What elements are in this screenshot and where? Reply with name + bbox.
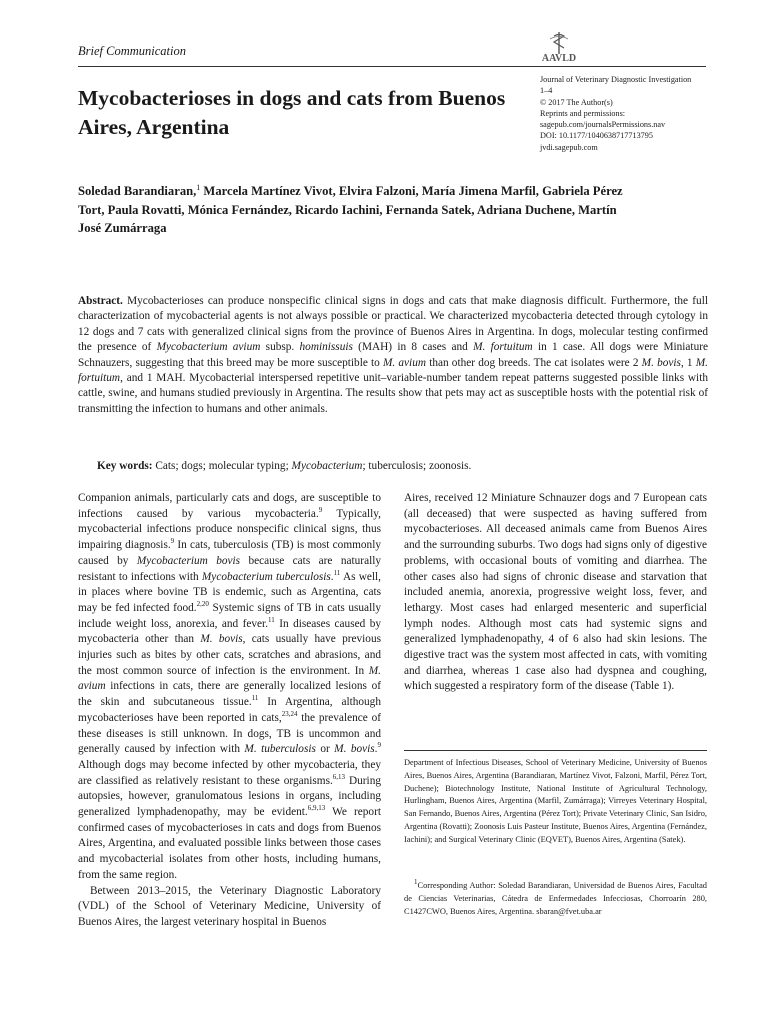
paragraph-intro: Companion animals, particularly cats and dogs, are susceptible to infections caused by various mycobacteria.$^9$ Typically, mycobacterial infections produce nonspecific clinical signs, thus impairing diagnosis.$^9$ In cats, tuberculosis (TB) is most commonly caused by Mycobacterium bovis because cats are naturally resistant to infections with Mycobacterium tuberculosis.$^{11}$ As well, in places where bovine TB is endemic, such as Argentina, cats may be fed infected food.$^{2,20}$ Systemic signs of TB in cats usually include weight loss, anorexia, and fever.$^{11}$ In diseases caused by mycobacteria other than M. bovis, cats usually have previous injuries such as bites by other cats, scratches and abrasions, and the most common source of infection is the environment. In M. avium infections in cats, there are generally localized lesions of the skin and subcutaneous tissue.$^{11}$ In Argentina, although mycobacterioses have been reported in cats,$^{23,24}$ the prevalence of these diseases is still unknown. In dogs, TB is uncommon and generally caused by infection with M. tuberculosis or M. bovis.$^9$ Although dogs may become infected by other mycobacteria, they are classified as relatively resistant to these organisms.$^{6,13}$ During autopsies, however, granulomatous lesions in organs, including generalized lymphadenopathy, may be evident.$^{6,9,13}$ We report confirmed cases of mycobacterioses in cats and dogs from Buenos Aires, Argentina, and evaluated possible links between those cases and mycobacterial isolates from other hosts, including humans, from the same region. [78,492,382,881]
copyright: © 2017 The Author(s) [540,97,613,107]
affiliations-footnote: Department of Infectious Diseases, School of Veterinary Medicine, University of Buenos Aires, Buenos Aires, Argentina (Barandiaran, Martínez Vivot, Falzoni, Marfil, Pérez Tort, Duchene); Biotechnology Institute, National Institute of Agricultural Technology, Hurlingham, Buenos Aires, Argentina (Marfil, Zumárraga); Virreyes Veterinary Hospital, San Fernando, Buenos Aires, Argentina (Pérez Tort); Private Veterinary Clinic, San Isidro, Argentina (Rovatti); Zoonosis Luis Pasteur Institute, Buenos Aires, Argentina (Fernández, Iachini); and Surgical Veterinary Clinic (EQVET), Buenos Aires, Argentina (Satek). [404,758,707,844]
journal-info [540,74,691,153]
body-column-right [404,491,707,695]
page-range: 1–4 [540,86,553,96]
body-column-left [78,491,381,931]
footnote-rule [404,750,707,751]
paragraph-methods: Between 2013–2015, the Veterinary Diagnostic Laboratory (VDL) of the School of Veterinary Medicine, University of Buenos Aires, the largest veterinary hospital in Buenos [78,884,381,928]
article-title: Mycobacterioses in dogs and cats from Buenos Aires, Argentina [78,86,506,139]
author-affil-sup: 1 [196,182,201,192]
journal-name: Journal of Veterinary Diagnostic Investigation [540,75,692,84]
abstract-label: Abstract. [78,295,123,307]
svg-text:AAVLD: AAVLD [541,53,577,64]
paragraph-cases: Aires, received 12 Miniature Schnauzer dogs and 7 European cats (all deceased) that were suspected as having suffered from mycobacterioses. All deceased animals came from Buenos Aires and the surrounding suburbs. Two dogs had signs only of digestive problems, with occasional bouts of vomiting and diarrhea. The other cases also had signs of chronic disease and starvation that included anemia, anorexia, progressive weight loss, fever, and lethargy. Most cases had enlarged mesenteric and superficial lymph nodes. Although most cats had systemic signs and generalized lymphadenopathy, 4 of 6 also had skin lesions. The digestive tract was the system most affected in cats, with vomiting and diarrhea, whereas 1 case also had dyspnea and coughing, which suggested a respiratory form of the disease (Table 1). [404,492,707,693]
doi[interactable]: DOI: 10.1177/1040638717713795 [540,131,653,141]
journal-url[interactable]: jvdi.sagepub.com [540,142,598,152]
aavld-logo [528,30,590,64]
author-list: Soledad Barandiaran,$^1$ Marcela Martínez Vivot, Elvira Falzoni, María Jimena Marfil, Gabriela Pérez Tort, Paula Rovatti, Mónica Fernández, Ricardo Iachini, Fernanda Satek, Adriana Duchene, Martín José Zumárraga [78,182,623,236]
keywords-label: Key words: [97,460,153,472]
section-label: Brief Communication [78,44,186,58]
keywords: Key words: Cats; dogs; molecular typing; Mycobacterium; tuberculosis; zoonosis. [97,460,472,472]
corresponding-author: $^1$Corresponding Author: Soledad Barandiaran, Universidad de Buenos Aires, Facultad de Ciencias Veterinarias, Cátedra de Enfermedades Infecciosas, Chorroarín 280, C1427CWO, Buenos Aires, Argentina. sbaran@fvet.uba.ar [404,878,707,916]
abstract: Abstract. Mycobacterioses can produce nonspecific clinical signs in dogs and cats that make diagnosis difficult. Furthermore, the full characterization of mycobacterial agents is not always possible or practical. We characterized mycobacteria detected through cytology in 12 dogs and 7 cats with generalized clinical signs from the province of Buenos Aires in Argentina. In dogs, molecular testing confirmed the presence of Mycobacterium avium subsp. hominissuis (MAH) in 8 cases and M. fortuitum in 1 case. All dogs were Miniature Schnauzers, suggesting that this breed may be more susceptible to M. avium than other dog breeds. The cat isolates were 2 M. bovis, 1 M. fortuitum, and 1 MAH. Mycobacterial interspersed repetitive unit–variable-number tandem repeat patterns suggested possible links with cattle, swine, and humans studied previously in Argentina. The results show that pets may act as susceptible hosts with the potential risk of transmitting the infection to humans and other animals. [78,295,709,415]
reprints-label: Reprints and permissions: [540,108,626,118]
header-rule [78,66,706,67]
permissions-link[interactable]: sagepub.com/journalsPermissions.nav [540,120,666,130]
